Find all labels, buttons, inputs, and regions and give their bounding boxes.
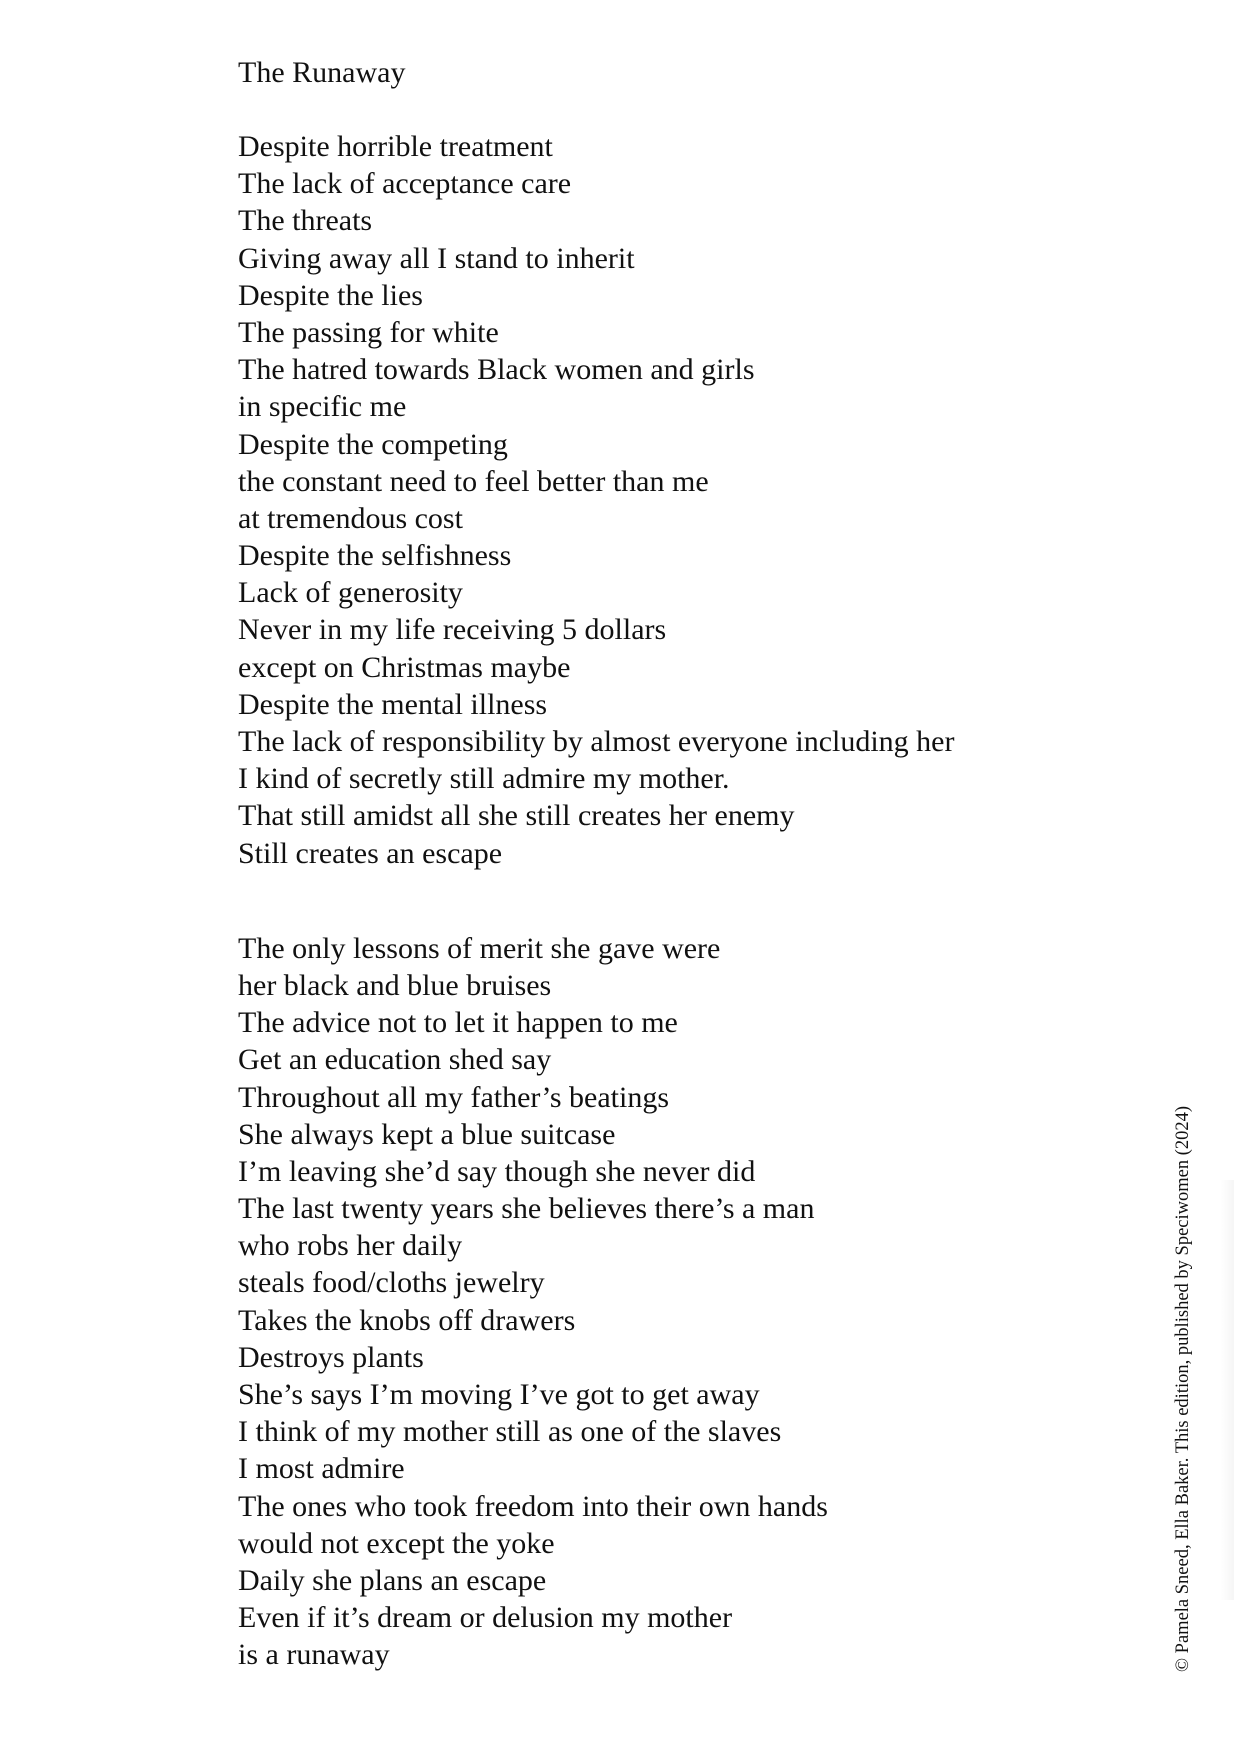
poem-line: at tremendous cost (238, 501, 463, 535)
poem-line: steals food/cloths jewelry (238, 1266, 545, 1300)
poem-line: would not except the yoke (238, 1526, 555, 1560)
poem-title: The Runaway (238, 56, 406, 89)
poem-line: She’s says I’m moving I’ve got to get away (238, 1378, 760, 1411)
poem-line: Throughout all my father’s beatings (238, 1080, 670, 1114)
poem-line: Destroys plants (238, 1340, 424, 1374)
poem (238, 54, 1138, 1674)
poem-line: The advice not to let it happen to me (238, 1006, 678, 1040)
poem-line: Despite horrible treatment (238, 130, 553, 163)
poem-line: Takes the knobs off drawers (238, 1303, 576, 1337)
poem-line: The only lessons of merit she gave were (238, 931, 721, 965)
poem-line: Despite the competing (238, 427, 508, 461)
poem-line: Daily she plans an escape (238, 1563, 547, 1597)
poem-line: The hatred towards Black women and girls (238, 353, 755, 387)
poem-line: who robs her daily (238, 1229, 463, 1263)
poem-line: Still creates an escape (238, 836, 503, 870)
poem-line: in specific me (238, 390, 407, 424)
poem-line: The ones who took freedom into their own hands (238, 1489, 828, 1523)
poem-line: Despite the lies (238, 278, 423, 312)
copyright-notice: © Pamela Sneed, Ella Baker. This edition, published by Speciwomen (2024) (1173, 1105, 1193, 1672)
poem-line: I most admire (238, 1452, 405, 1486)
poem-line: She always kept a blue suitcase (238, 1117, 616, 1151)
poem-line: Lack of generosity (238, 576, 463, 610)
poem-line: Giving away all I stand to inherit (238, 241, 635, 275)
poem-line: Despite the selfishness (238, 539, 512, 573)
stanza-1 (238, 128, 1138, 872)
poem-line: her black and blue bruises (238, 968, 552, 1002)
poem-line: The last twenty years she believes there’s a man (238, 1192, 815, 1226)
poem-line: The threats (238, 204, 373, 238)
page-edge-shadow (1220, 1180, 1234, 1600)
poem-line: the constant need to feel better than me (238, 464, 709, 498)
poem-line: Get an education shed say (238, 1043, 552, 1077)
poem-line: The lack of acceptance care (238, 167, 572, 201)
poem-line: That still amidst all she still creates her enemy (238, 799, 795, 833)
poem-line: Despite the mental illness (238, 687, 548, 721)
poem-line: except on Christmas maybe (238, 650, 571, 684)
poem-line: is a runaway (238, 1638, 390, 1672)
poem-line: The passing for white (238, 315, 499, 349)
poem-line: Even if it’s dream or delusion my mother (238, 1601, 733, 1635)
poem-line: The lack of responsibility by almost everyone including her (238, 725, 955, 758)
stanza-2 (238, 930, 1138, 1674)
poem-line: I think of my mother still as one of the slaves (238, 1415, 782, 1449)
poem-line: I’m leaving she’d say though she never did (238, 1154, 756, 1188)
poem-line: Never in my life receiving 5 dollars (238, 613, 667, 647)
poem-line: I kind of secretly still admire my mother. (238, 762, 730, 796)
